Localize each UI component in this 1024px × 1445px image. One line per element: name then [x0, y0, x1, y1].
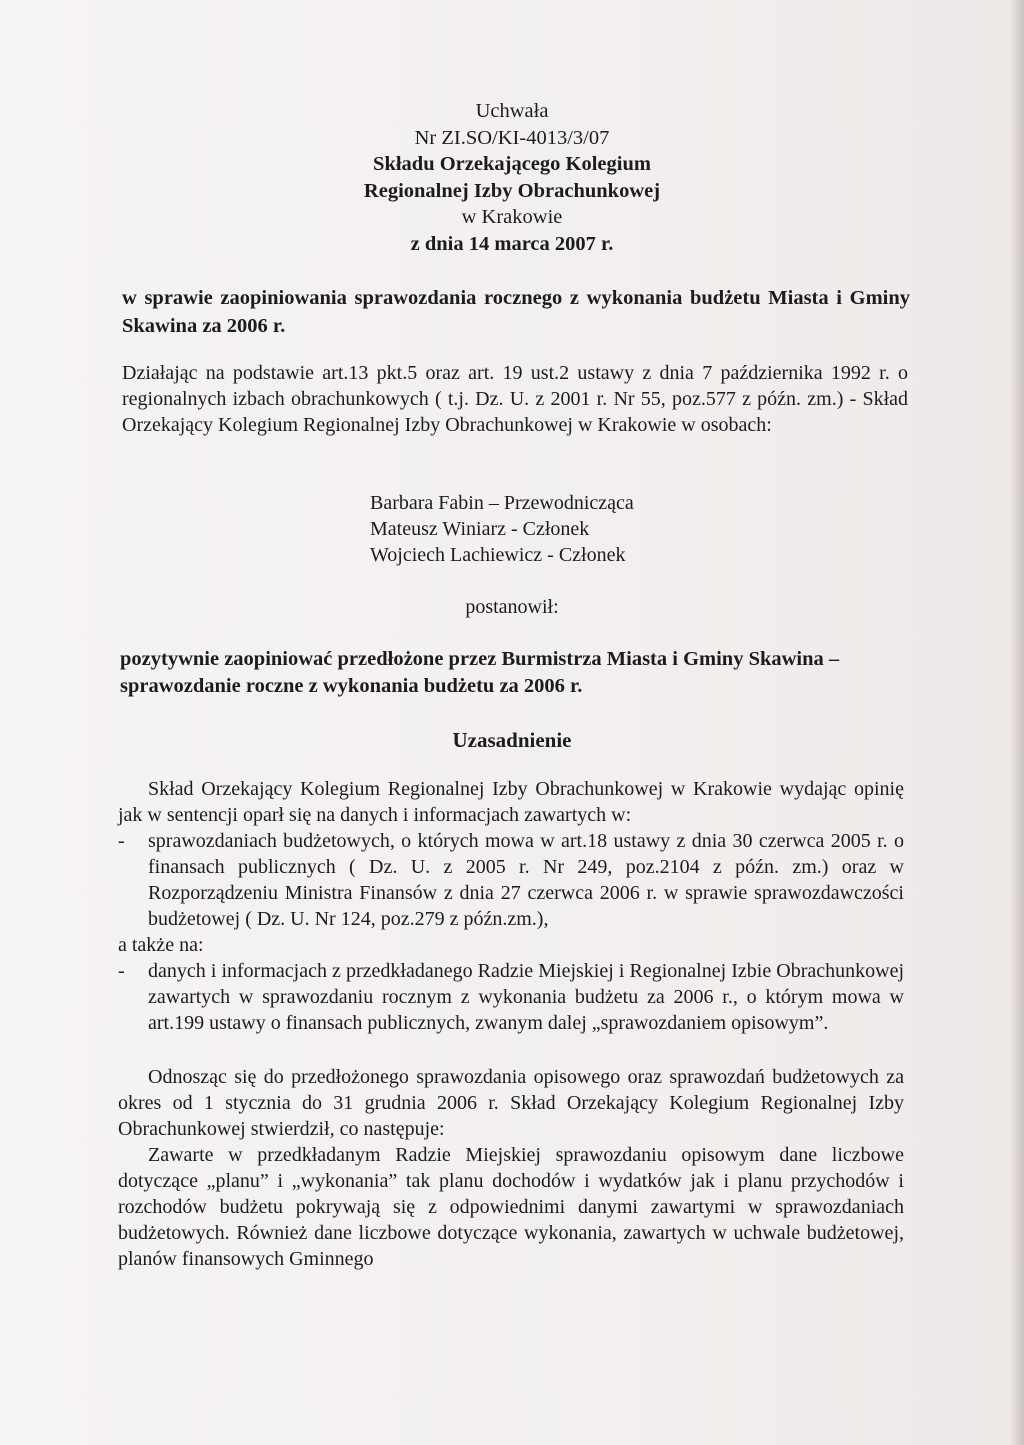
resolution-header	[0, 98, 1024, 257]
header-title: Uchwała	[475, 100, 549, 122]
resolution-subject: w sprawie zaopiniowania sprawozdania rocznego z wykonania budżetu Miasta i Gminy Skawina za 2006 r.	[122, 287, 910, 337]
header-institution: Regionalnej Izby Obrachunkowej	[363, 179, 661, 202]
list-item	[118, 958, 904, 1036]
paragraph-gap	[118, 1036, 904, 1064]
header-city: w Krakowie	[461, 206, 563, 228]
decision-text: pozytywnie zaopiniować przedłożone przez Burmistrza Miasta i Gminy Skawina – sprawozdanie roczne z wykonania budżetu za 2006 r.	[120, 648, 840, 697]
preamble-paragraph: Działając na podstawie art.13 pkt.5 oraz art. 19 ust.2 ustawy z dnia 7 października 1992 r. o regionalnych izbach obrachunkowych ( t.j. Dz. U. z 2001 r. Nr 55, poz.577 z późn. zm.) - Skład Orzekający Kolegium Regionalnej Izby Obrachunkowej w Krakowie w osobach:	[122, 362, 908, 436]
justification-body	[118, 776, 904, 1272]
member-2: Mateusz Winiarz - Członek	[370, 518, 590, 540]
decided-label: postanowił:	[465, 596, 559, 618]
header-body: Składu Orzekającego Kolegium	[373, 153, 651, 175]
header-number: Nr ZI.SO/KI-4013/3/07	[414, 126, 610, 149]
list-item-text: danych i informacjach z przedkładanego Radzie Miejskiej i Regionalnej Izbie Obrachunkowej zawartych w sprawozdaniu rocznym z wykonania budżetu za 2006 r., o którym mowa w art.199 ustawy o finansach publicznych, zwanym dalej „sprawozdaniem opisowym”.	[148, 960, 904, 1034]
header-date: z dnia 14 marca 2007 r.	[410, 232, 614, 255]
members-list	[370, 490, 634, 568]
list-item-text: sprawozdaniach budżetowych, o których mowa w art.18 ustawy z dnia 30 czerwca 2005 r. o finansach publicznych ( Dz. U. z 2005 r. Nr 249, poz.2104 z późn. zm.) oraz w Rozporządzeniu Ministra Finansów z dnia 27 czerwca 2006 r. w sprawie sprawozdawczości budżetowej ( Dz. U. Nr 124, poz.279 z późn.zm.),	[148, 830, 904, 930]
list-dash: -	[118, 960, 125, 982]
also-label: a także na:	[118, 934, 204, 956]
justification-intro: Skład Orzekający Kolegium Regionalnej Izby Obrachunkowej w Krakowie wydając opinię jak w sentencji oparł się na danych i informacjach zawartych w:	[118, 778, 904, 826]
member-chair: Barbara Fabin – Przewodnicząca	[370, 492, 634, 514]
paragraph-findings-intro: Odnosząc się do przedłożonego sprawozdania opisowego oraz sprawozdań budżetowych za okres od 1 stycznia do 31 grudnia 2006 r. Skład Orzekający Kolegium Regionalnej Izby Obrachunkowej stwierdził, co następuje:	[118, 1066, 904, 1140]
member-3: Wojciech Lachiewicz - Członek	[370, 544, 626, 566]
justification-title: Uzasadnienie	[452, 728, 572, 752]
list-dash: -	[118, 830, 125, 852]
paragraph-findings: Zawarte w przedkładanym Radzie Miejskiej sprawozdaniu opisowym dane liczbowe dotyczące „planu” i „wykonania” tak planu dochodów i wydatków jak i planu przychodów i rozchodów budżetu pokrywają się z odpowiednimi danymi zawartymi w sprawozdaniach budżetowych. Również dane liczbowe dotyczące wykonania, zawartych w uchwale budżetowej, planów finansowych Gminnego	[118, 1144, 904, 1270]
list-item	[118, 828, 904, 932]
